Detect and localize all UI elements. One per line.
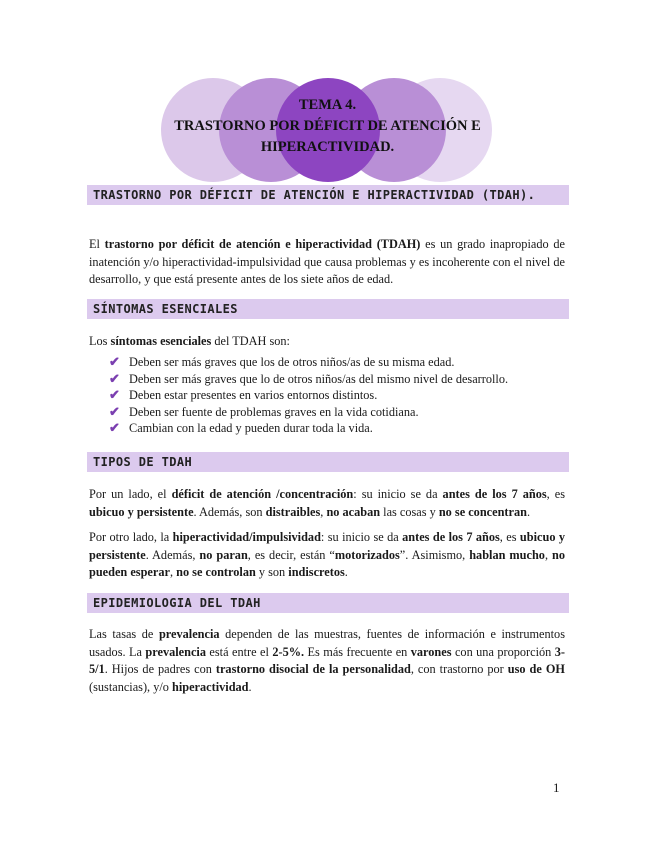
bold-text: uso de OH (507, 662, 565, 676)
list-item-text: Deben estar presentes en varios entornos distintos. (129, 388, 378, 403)
text: . Hijos de padres con (104, 662, 216, 676)
document-title (120, 95, 535, 158)
page-number: 1 (553, 780, 560, 795)
list-item-text: Cambian con la edad y pueden durar toda la vida. (129, 421, 373, 436)
bold-text: hiperactividad/impulsividad (172, 530, 321, 544)
bold-text: trastorno disocial de la personalidad (215, 662, 411, 676)
bold-text: antes de los 7 años (442, 487, 547, 501)
text: , es (546, 487, 565, 501)
text: : su inicio se da (320, 530, 403, 544)
list-item (109, 387, 508, 404)
text: está entre el (205, 644, 273, 659)
bold-text: 2-5%. (272, 644, 305, 659)
text: , (169, 565, 177, 579)
paragraph-deficit-atencion (89, 486, 565, 521)
bold-text: motorizados (334, 547, 400, 562)
text: con una proporción (451, 644, 555, 659)
list-item-text: Deben ser más graves que lo de otros niños/as del mismo nivel de desarrollo. (129, 371, 509, 386)
text: . (248, 679, 252, 694)
text: Los (89, 334, 111, 348)
check-icon: ✔ (109, 387, 120, 403)
bold-text: no acaban (326, 504, 381, 519)
check-icon: ✔ (109, 354, 120, 369)
text: . (526, 504, 531, 519)
paragraph-definition (89, 236, 565, 289)
check-icon: ✔ (109, 420, 120, 436)
bold-text: no pueden esperar (89, 547, 565, 579)
section-heading-tdah: TRASTORNO POR DÉFICIT DE ATENCIÓN E HIPERACTIVIDAD (TDAH). (87, 185, 569, 205)
text: ”. Asimismo, (399, 547, 470, 562)
list-item (109, 371, 508, 388)
paragraph-epidemiologia (89, 626, 565, 696)
text: y son (255, 565, 289, 579)
bold-text: distraibles (265, 504, 321, 519)
bold-text: ubicuo y persistente (89, 530, 566, 562)
bold-text: hiperactividad (172, 679, 249, 694)
bold-text: no se concentran (438, 504, 527, 519)
title-line-1: TEMA 4. (298, 97, 357, 113)
text: , con trastorno por (410, 662, 508, 676)
text: (sustancias), y/o (89, 679, 172, 694)
bold-text: hablan mucho (469, 547, 545, 562)
bold-text: prevalencia (158, 627, 220, 641)
text: El (89, 237, 105, 251)
list-item-text: Deben ser fuente de problemas graves en la vida cotidiana. (129, 404, 419, 419)
symptoms-list (109, 354, 508, 437)
section-heading-epidemiologia: EPIDEMIOLOGIA DEL TDAH (87, 593, 569, 613)
list-item (109, 420, 508, 437)
text: Las tasas de (89, 627, 159, 641)
paragraph-sintomas-intro (89, 333, 565, 351)
text: dependen de las muestras, fuentes de información e instrumentos usados. La (89, 627, 565, 659)
paragraph-hiperactividad (89, 529, 565, 582)
list-item (109, 354, 508, 371)
text: . Además, (145, 547, 200, 562)
bold-text: varones (410, 644, 452, 659)
text: , es (499, 530, 520, 544)
text: , es decir, están “ (247, 547, 335, 562)
text: , (320, 504, 327, 519)
text: , (544, 547, 552, 562)
bold-text: ubicuo y persistente (89, 504, 194, 519)
text: del TDAH son: (211, 334, 290, 348)
bold-text: prevalencia (145, 644, 206, 659)
title-line-3: HIPERACTIVIDAD. (260, 139, 395, 155)
bold-text: no paran (199, 547, 248, 562)
section-heading-tipos: TIPOS DE TDAH (87, 452, 569, 472)
check-icon: ✔ (109, 403, 120, 419)
title-line-2: TRASTORNO POR DÉFICIT DE ATENCIÓN E (174, 118, 481, 134)
bold-text: déficit de atención /concentración (171, 487, 354, 501)
bold-text: indiscretos (288, 565, 345, 579)
list-item-text: Deben ser más graves que los de otros niños/as de su misma edad. (129, 355, 455, 369)
bold-text: no se controlan (176, 565, 256, 579)
text: . (344, 565, 348, 579)
list-item (109, 404, 508, 421)
text: . Además, son (193, 504, 266, 519)
text: las cosas y (380, 504, 439, 519)
bold-text: trastorno por déficit de atención e hiperactividad (TDAH) (104, 237, 421, 251)
bold-text: síntomas esenciales (110, 334, 212, 348)
bold-text: 3-5/1 (89, 644, 565, 676)
text: Por un lado, el (89, 487, 172, 501)
check-icon: ✔ (109, 370, 120, 386)
text: Es más frecuente en (304, 644, 411, 659)
text: es un grado inapropiado de inatención y/o hiperactividad-impulsividad que causa problemas y es incoherente con el nivel de desarrollo, y que está presente antes de los siete años de edad. (89, 237, 565, 286)
section-heading-sintomas: SÍNTOMAS ESENCIALES (87, 299, 569, 319)
bold-text: antes de los 7 años (402, 530, 500, 544)
text: Por otro lado, la (89, 530, 173, 544)
text: : su inicio se da (353, 487, 443, 501)
